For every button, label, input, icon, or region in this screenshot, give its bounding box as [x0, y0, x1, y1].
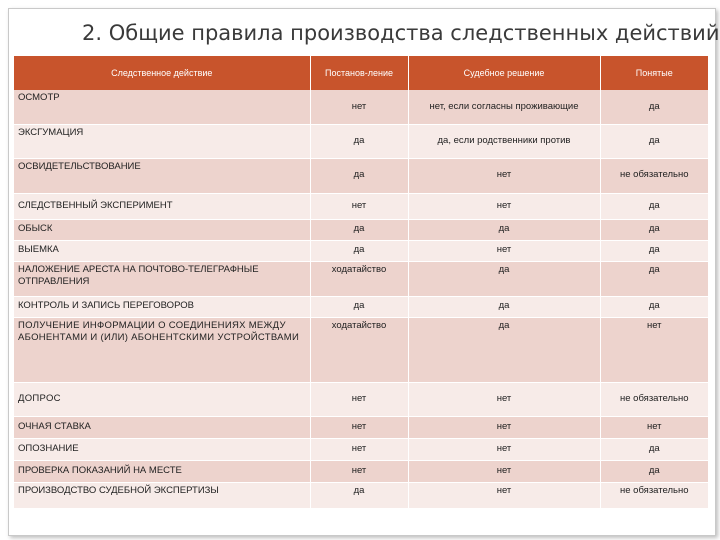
- resolution-cell: нет: [310, 416, 408, 438]
- header-row: [14, 56, 708, 90]
- action-cell: ДОПРОС: [14, 382, 310, 416]
- action-cell: ОПОЗНАНИЕ: [14, 438, 310, 460]
- witnesses-cell: нет: [600, 416, 708, 438]
- witnesses-cell: не обязательно: [600, 482, 708, 508]
- court-decision-cell: нет: [408, 193, 600, 219]
- slide-title: 2. Общие правила производства следственных действий: [82, 21, 720, 45]
- court-decision-cell: да: [408, 296, 600, 317]
- column-header: Постанов-ление: [310, 56, 408, 90]
- action-cell: СЛЕДСТВЕННЫЙ ЭКСПЕРИМЕНТ: [14, 193, 310, 219]
- column-header: Следственное действие: [14, 56, 310, 90]
- table-row: [14, 296, 708, 317]
- table-row: [14, 124, 708, 158]
- column-header: Понятые: [600, 56, 708, 90]
- witnesses-cell: нет: [600, 317, 708, 382]
- court-decision-cell: да: [408, 219, 600, 240]
- resolution-cell: да: [310, 124, 408, 158]
- column-header: Судебное решение: [408, 56, 600, 90]
- resolution-cell: ходатайство: [310, 261, 408, 296]
- court-decision-cell: нет: [408, 240, 600, 261]
- court-decision-cell: нет: [408, 416, 600, 438]
- witnesses-cell: да: [600, 261, 708, 296]
- action-cell: НАЛОЖЕНИЕ АРЕСТА НА ПОЧТОВО-ТЕЛЕГРАФНЫЕ ОТПРАВЛЕНИЯ: [14, 261, 310, 296]
- action-cell: ПРОВЕРКА ПОКАЗАНИЙ НА МЕСТЕ: [14, 460, 310, 482]
- action-cell: ОБЫСК: [14, 219, 310, 240]
- table-row: [14, 416, 708, 438]
- resolution-cell: нет: [310, 460, 408, 482]
- witnesses-cell: да: [600, 219, 708, 240]
- witnesses-cell: да: [600, 460, 708, 482]
- table-row: [14, 482, 708, 508]
- resolution-cell: да: [310, 240, 408, 261]
- table-row: [14, 219, 708, 240]
- table-row: [14, 382, 708, 416]
- witnesses-cell: да: [600, 296, 708, 317]
- resolution-cell: да: [310, 482, 408, 508]
- court-decision-cell: да: [408, 261, 600, 296]
- table-row: [14, 438, 708, 460]
- court-decision-cell: нет: [408, 438, 600, 460]
- witnesses-cell: да: [600, 90, 708, 124]
- action-cell: ПОЛУЧЕНИЕ ИНФОРМАЦИИ О СОЕДИНЕНИЯХ МЕЖДУ АБОНЕНТАМИ И (ИЛИ) АБОНЕНТСКИМИ УСТРОЙСТВАМИ: [14, 317, 310, 382]
- court-decision-cell: нет: [408, 158, 600, 193]
- action-cell: ОСВИДЕТЕЛЬСТВОВАНИЕ: [14, 158, 310, 193]
- court-decision-cell: да, если родственники против: [408, 124, 600, 158]
- action-cell: ОЧНАЯ СТАВКА: [14, 416, 310, 438]
- table-row: [14, 317, 708, 382]
- resolution-cell: ходатайство: [310, 317, 408, 382]
- table-row: [14, 193, 708, 219]
- court-decision-cell: нет: [408, 460, 600, 482]
- resolution-cell: да: [310, 296, 408, 317]
- resolution-cell: да: [310, 219, 408, 240]
- action-cell: ПРОИЗВОДСТВО СУДЕБНОЙ ЭКСПЕРТИЗЫ: [14, 482, 310, 508]
- table-row: [14, 460, 708, 482]
- action-cell: ОСМОТР: [14, 90, 310, 124]
- resolution-cell: нет: [310, 438, 408, 460]
- witnesses-cell: да: [600, 438, 708, 460]
- table-row: [14, 261, 708, 296]
- witnesses-cell: не обязательно: [600, 158, 708, 193]
- resolution-cell: нет: [310, 382, 408, 416]
- table-row: [14, 90, 708, 124]
- action-cell: КОНТРОЛЬ И ЗАПИСЬ ПЕРЕГОВОРОВ: [14, 296, 310, 317]
- court-decision-cell: да: [408, 317, 600, 382]
- witnesses-cell: да: [600, 124, 708, 158]
- resolution-cell: да: [310, 158, 408, 193]
- court-decision-cell: нет: [408, 482, 600, 508]
- table-row: [14, 158, 708, 193]
- table-row: [14, 240, 708, 261]
- resolution-cell: нет: [310, 193, 408, 219]
- witnesses-cell: да: [600, 193, 708, 219]
- court-decision-cell: нет, если согласны проживающие: [408, 90, 600, 124]
- court-decision-cell: нет: [408, 382, 600, 416]
- witnesses-cell: не обязательно: [600, 382, 708, 416]
- resolution-cell: нет: [310, 90, 408, 124]
- witnesses-cell: да: [600, 240, 708, 261]
- rules-table: [14, 56, 708, 509]
- action-cell: ВЫЕМКА: [14, 240, 310, 261]
- action-cell: ЭКСГУМАЦИЯ: [14, 124, 310, 158]
